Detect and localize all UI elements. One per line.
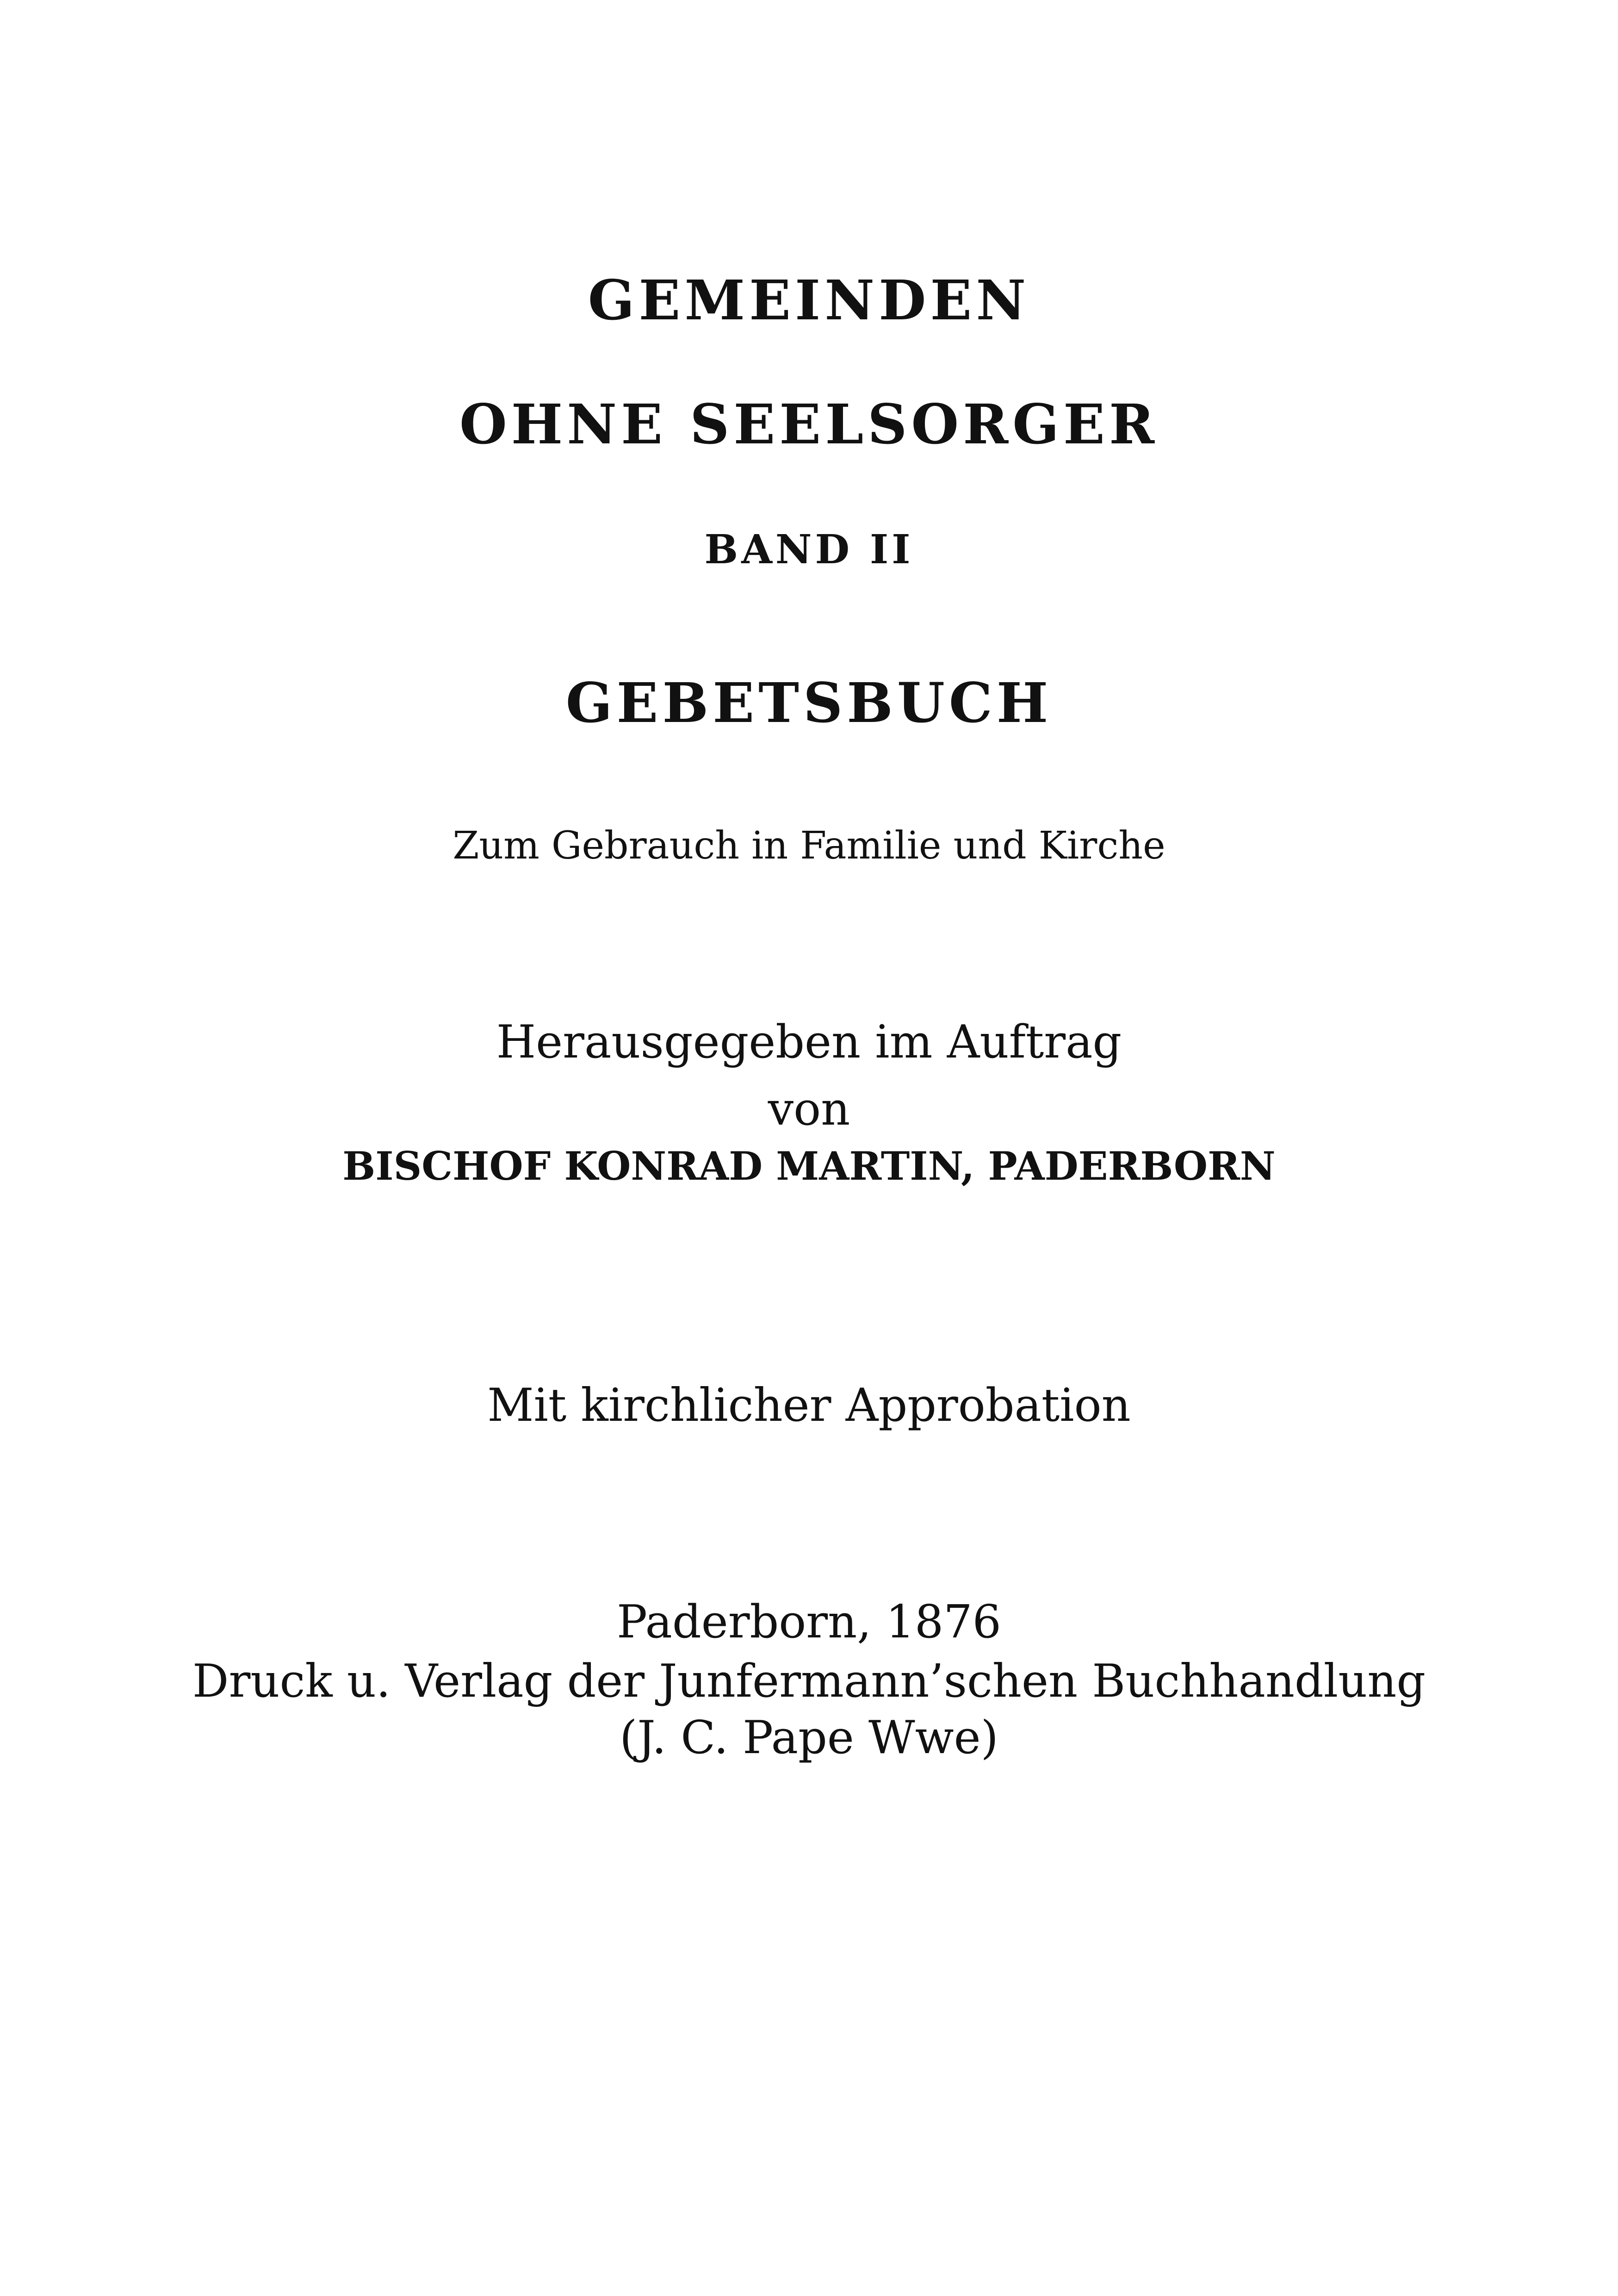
editor-by: von [768,1083,850,1136]
volume-label: BAND II [704,526,914,573]
title-line-2: OHNE SEELSORGER [459,392,1159,456]
editor-intro: Herausgegeben im Auftrag [496,1016,1122,1069]
imprint-place-year: Paderborn, 1876 [617,1596,1001,1649]
approbation-note: Mit kirchlicher Approbation [487,1379,1131,1432]
imprint-proprietor: (J. C. Pape Wwe) [620,1711,998,1764]
book-title: GEBETSBUCH [565,671,1053,735]
editor-name: BISCHOF KONRAD MARTIN, PADERBORN [342,1143,1276,1189]
imprint-publisher: Druck u. Verlag der Junfermann’schen Buchhandlung [192,1655,1426,1708]
title-line-1: GEMEINDEN [588,268,1030,332]
subtitle: Zum Gebrauch in Familie und Kirche [453,824,1165,868]
